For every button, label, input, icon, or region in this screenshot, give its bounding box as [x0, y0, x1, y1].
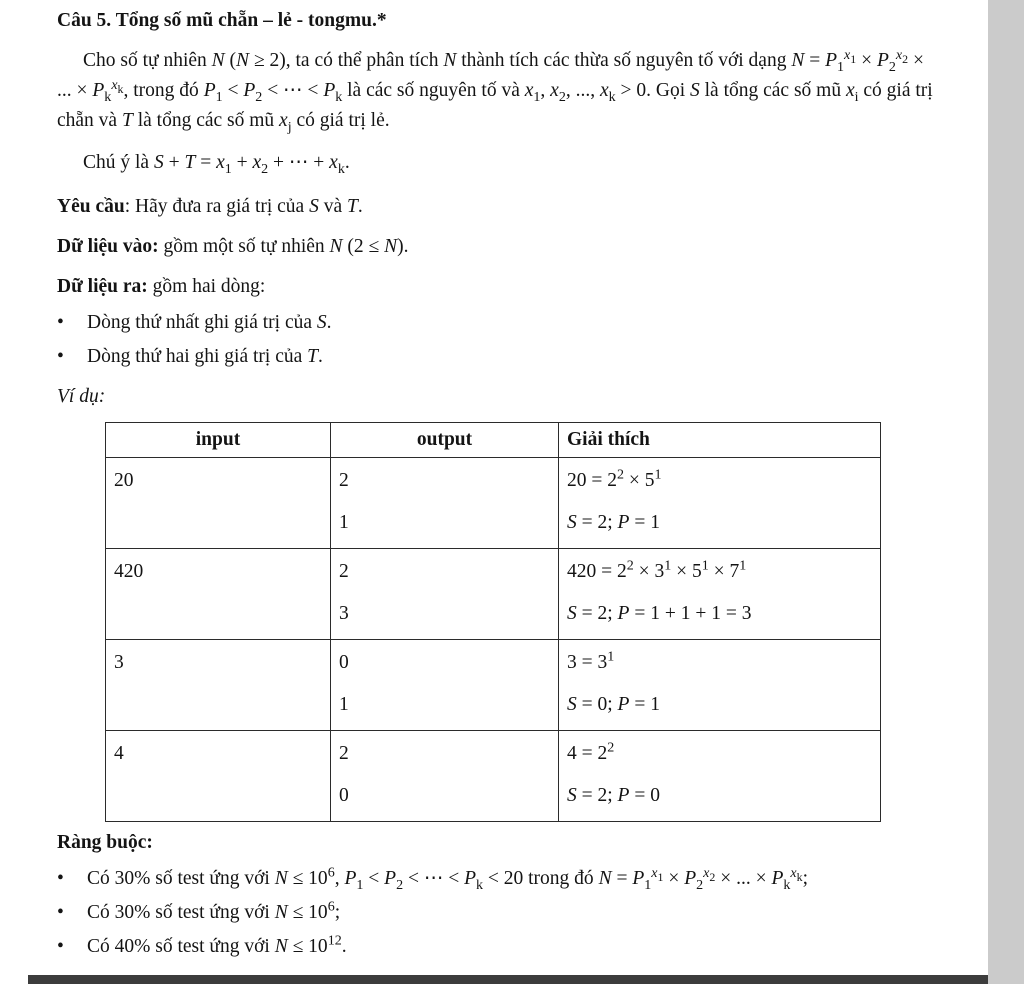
cell-line: S = 2; P = 0 [567, 785, 660, 806]
cell-input [106, 458, 331, 549]
cell-line: $3 = 3^1$ [567, 648, 615, 673]
bullet-icon: • [57, 868, 64, 889]
cell-line: $20 = 2^2 \times 5^1$ [567, 466, 662, 491]
table-row [106, 549, 881, 640]
note-line: Chú ý là $S + T = x_1 + x_2$ + ⋯ + $x_k$. [83, 152, 350, 177]
cell-line: $4 = 2^2$ [567, 739, 615, 764]
constraint-bullet-1-text: Có 30% số test ứng với $N \le 10^6$, $P_1 < P_2$ < ⋯ < $P_k < 20$ trong đó $N = P_1^{x_1} \times P_2^{x_2}$ × ... × $P_k^{x_k}$; [87, 864, 809, 893]
constraints-label: Ràng buộc: [57, 832, 153, 853]
cell-explain [559, 549, 881, 640]
cell-line: S = 2; P = 1 [567, 512, 660, 533]
col-header-output: output [331, 423, 559, 458]
table-row [106, 640, 881, 731]
constraint-bullet-2-text: Có 30% số test ứng với $N \le 10^6$; [87, 898, 341, 923]
cell-input [106, 549, 331, 640]
output-bullet-2-text: Dòng thứ hai ghi giá trị của T. [87, 346, 323, 367]
table-row [106, 458, 881, 549]
cell-output [331, 458, 559, 549]
output-bullet-1 [57, 308, 941, 340]
cell-line: 420 [114, 561, 144, 582]
bottom-scrollbar[interactable] [28, 975, 988, 984]
cell-line: 2 [339, 470, 349, 491]
output-bullet-1-text: Dòng thứ nhất ghi giá trị của S. [87, 312, 332, 333]
cell-output [331, 640, 559, 731]
cell-line: 20 [114, 470, 134, 491]
example-label: Ví dụ: [57, 386, 106, 407]
cell-input [106, 640, 331, 731]
cell-line: 2 [339, 561, 349, 582]
cell-output [331, 731, 559, 822]
cell-line: 0 [339, 652, 349, 673]
bullet-icon: • [57, 312, 64, 333]
output-bullet-2 [57, 342, 941, 374]
cell-line: $420 = 2^2 \times 3^1 \times 5^1 \times 7^1$ [567, 557, 747, 582]
cell-explain [559, 458, 881, 549]
cell-line: 3 [114, 652, 124, 673]
constraint-bullet-1 [57, 864, 941, 896]
cell-explain [559, 731, 881, 822]
cell-line: 1 [339, 694, 349, 715]
constraint-bullet-2 [57, 898, 941, 930]
bullet-icon: • [57, 936, 64, 957]
cell-line: S = 2; P = 1 + 1 + 1 = 3 [567, 603, 752, 624]
cell-line: 0 [339, 785, 349, 806]
bullet-icon: • [57, 346, 64, 367]
constraint-bullet-3-text: Có 40% số test ứng với $N \le 10^{12}$. [87, 932, 347, 957]
output-spec-line: Dữ liệu ra: gồm hai dòng: [57, 276, 266, 297]
table-header-row [106, 423, 881, 458]
intro-paragraph: Cho số tự nhiên N (N ≥ 2), ta có thể phân tích N thành tích các thừa số nguyên tố với dạng $N = P_1^{x_1} \times P_2^{x_2}$ × ... × $P_k^{x_k}$, trong đó $P_1 < P_2$ < ⋯ < $P_k$ là các số nguyên tố và $x_1$, $x_2$, ..., $x_k > 0$. Gọi S là tổng các số mũ $x_i$ có giá trị chẵn và T là tổng các số mũ $x_j$ có giá trị lẻ. [57, 46, 933, 135]
cell-line: 2 [339, 743, 349, 764]
examples-table [105, 422, 881, 822]
cell-line: S = 0; P = 1 [567, 694, 660, 715]
requirement-line: Yêu cầu: Hãy đưa ra giá trị của S và T. [57, 196, 363, 217]
cell-explain [559, 640, 881, 731]
input-spec-line: Dữ liệu vào: gồm một số tự nhiên N (2 ≤ N). [57, 236, 409, 257]
cell-line: 3 [339, 603, 349, 624]
table-row [106, 731, 881, 822]
constraint-bullet-3 [57, 932, 941, 964]
document-content [57, 6, 941, 966]
cell-input [106, 731, 331, 822]
col-header-input: input [106, 423, 331, 458]
page-title: Câu 5. Tổng số mũ chẵn – lẻ - tongmu.* [57, 10, 387, 31]
right-gutter [988, 0, 1024, 984]
bullet-icon: • [57, 902, 64, 923]
cell-output [331, 549, 559, 640]
cell-line: 1 [339, 512, 349, 533]
cell-line: 4 [114, 743, 124, 764]
col-header-explain: Giải thích [559, 423, 881, 458]
